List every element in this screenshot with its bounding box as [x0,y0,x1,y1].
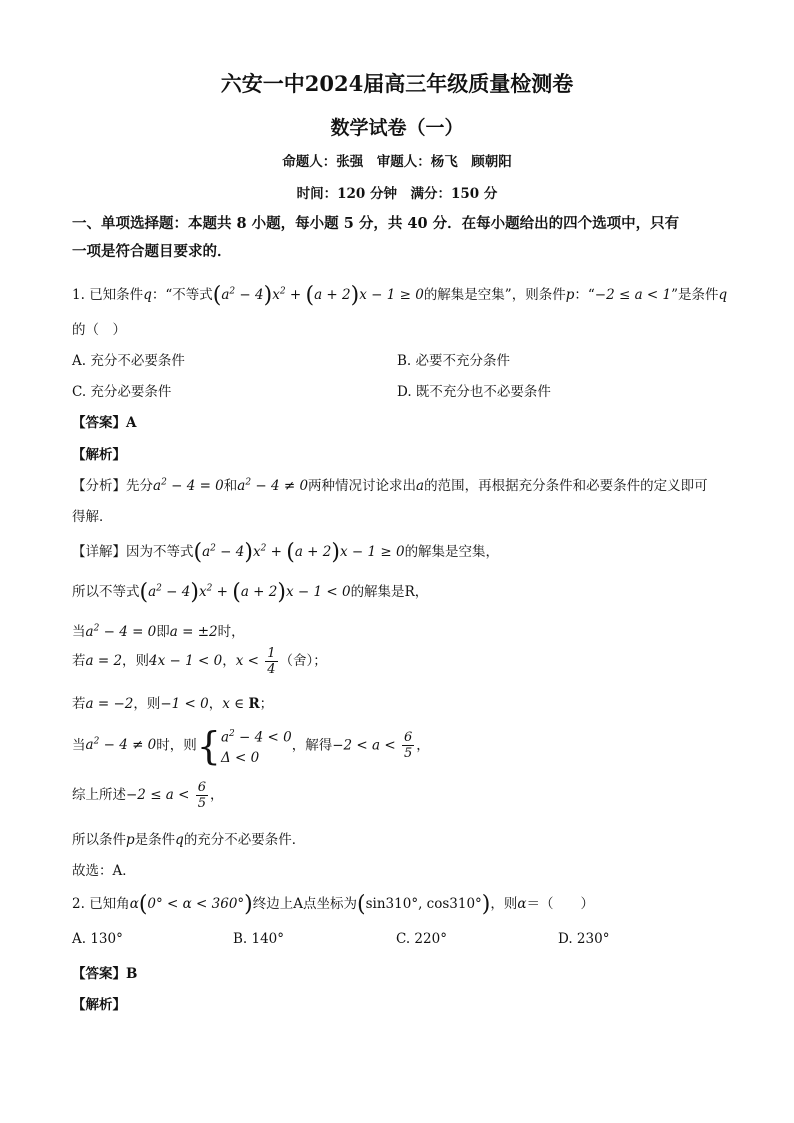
q1-option-b: B. 必要不充分条件 [397,353,511,369]
q1-text: （舍）； [279,653,327,669]
q2-math: α [517,896,527,912]
q1-text: 若 [72,696,86,712]
q1-text: ”是条件 [671,287,719,303]
q2-option-a: A. 130° [72,931,123,947]
q1-line-choice: 故选：A． [72,863,136,879]
q1-line-conclusion [72,828,305,848]
q2-math: (sin310°, cos310°) [357,892,491,917]
q2-text: ，则 [490,896,518,912]
q1-text: ，则 [133,696,161,712]
q1-text: 两种情况讨论求出 [308,478,417,494]
q1-math: $a^2 - 4 \ne 0$ [85,736,157,754]
q1-text: ， [414,584,429,600]
q1-fenxi-line1: 【分析】先分$a^2 - 4 = 0$和$a^2 - 4 \ne 0$两种情况讨论求出a的范围，再根据充分条件和必要条件的定义即可 [72,477,708,494]
q1-text: ，则 [122,653,150,669]
q1-line-case-equal [72,620,245,640]
q1-math: 4x − 1 < 0 [149,653,223,669]
q1-math: R [404,584,415,600]
q1-math: x ∈ R [222,696,260,712]
q2-text: 已知角 [89,896,130,912]
q1-text: 的解集是空集”，则条件 [423,287,566,303]
q1-text: 当 [72,737,86,754]
q1-option-d: D. 既不充分也不必要条件 [397,384,551,400]
q1-text: ，解得 [291,737,333,754]
q1-line-case-a-neg2 [72,692,273,712]
q1-math: $(a^2 - 4)x^2 + (a + 2)x - 1 < 0$ [139,580,351,605]
q1-option-c: C. 充分必要条件 [72,384,172,400]
exam-meta-line: 时间：120 分钟 满分：150 分 [296,186,498,202]
q1-text: 所以不等式 [72,584,140,600]
q2-text: 点坐标为 [303,896,358,912]
system-brace: { [196,723,221,768]
q2-answer: 【答案】B [72,966,138,982]
q2-text: ＝（ ） [526,896,595,912]
q1-answer: 【答案】A [72,415,137,431]
q2-point: A [293,896,304,912]
q1-number: 1. [72,287,85,303]
section-heading-line1: 一、单项选择题：本题共 8 小题，每小题 5 分，共 40 分．在每小题给出的四个选项中，只有 [72,215,680,232]
q1-var: q [718,287,728,303]
q1-math: a = ±2 [169,624,218,640]
q1-analysis-label: 【解析】 [72,447,126,463]
document-title: 六安一中2024届高三年级质量检测卷 [220,71,574,96]
q1-text: 的充分不必要条件． [183,832,306,848]
q1-text: 综上所述 [72,787,126,803]
q1-fraction: $\frac{1}{4}$ [267,646,276,677]
q1-system: $a^2 - 4 < 0$ Δ < 0 [220,729,292,766]
q1-line-case-unequal [72,724,430,768]
q1-var: p [126,832,135,848]
q1-text: 已知条件 [89,287,144,303]
q1-text: 【详解】因为不等式 [72,544,194,560]
q1-xiangjie-line1 [72,540,499,565]
q1-text: 若 [72,653,86,669]
q1-math: $a^2 - 4 = 0$ [153,477,224,494]
q2-analysis-label: 【解析】 [72,997,126,1013]
q1-math: $a^2 - 4 = 0$ [85,623,157,640]
q2-math: α(0° < α < 360°) [129,892,253,917]
q1-var: q [175,832,184,848]
q1-text: 的解集是空集， [404,544,500,560]
q1-math: x < [235,653,264,669]
q1-option-a: A. 充分不必要条件 [72,353,185,369]
q1-text: ， [416,737,430,754]
q1-text: 当 [72,624,86,640]
q1-text: ； [259,696,274,712]
q1-math: a = 2 [85,653,123,669]
q1-text: 所以条件 [72,832,126,848]
q1-var: p [565,287,575,303]
q1-text: ：“不等式 [151,287,213,303]
q1-line-summary [72,780,224,811]
q1-fraction: $\frac{6}{5}$ [197,780,207,811]
q2-option-d: D. 230° [558,931,610,947]
q1-text: ， [208,696,223,712]
q1-line-case-a2 [72,646,327,677]
q1-stem-line1 [72,283,727,308]
q2-option-c: C. 220° [396,931,447,947]
q2-number: 2. [72,896,85,912]
q1-text: 时，则 [156,737,197,754]
q1-fenxi-line2: 得解． [72,509,113,525]
q1-text: 【分析】先分 [72,478,153,494]
q1-math: −2 < a < [332,737,400,754]
q2-option-b: B. 140° [233,931,285,947]
q1-line-suoyi [72,580,428,605]
q1-text: 的解集是 [350,584,405,600]
q1-text: 时， [217,624,245,640]
q2-stem [72,892,594,917]
q1-stem-line2: 的（ ） [72,322,126,338]
q2-text: 终边上 [252,896,294,912]
q1-inequality: $(a^2 - 4)x^2 + (a + 2)x - 1 \ge 0$ [212,283,424,308]
q1-var: q [143,287,152,303]
q1-math: −2 ≤ a < [126,787,194,803]
q1-text: 即 [156,624,170,640]
q1-math: $(a^2 - 4)x^2 + (a + 2)x - 1 \ge 0$ [193,540,405,565]
q1-math: a [416,478,425,494]
q1-text: ， [222,653,236,669]
authors-line: 命题人：张强 审题人：杨飞 顾朝阳 [282,154,512,170]
q1-math: a = −2 [85,696,134,712]
q1-math: $a^2 - 4 \ne 0$ [237,477,309,494]
q1-math: −1 < 0 [160,696,209,712]
q1-text: ， [210,787,224,803]
document-subtitle: 数学试卷（一） [330,117,464,139]
q1-text: 是条件 [134,832,176,848]
section-heading-line2: 一项是符合题目要求的． [72,243,232,260]
q1-text: ：“ [574,287,595,303]
q1-condition: −2 ≤ a < 1 [594,287,672,303]
q1-fraction: $\frac{6}{5}$ [403,730,413,762]
q1-text: 的范围，再根据充分条件和必要条件的定义即可 [424,478,708,494]
